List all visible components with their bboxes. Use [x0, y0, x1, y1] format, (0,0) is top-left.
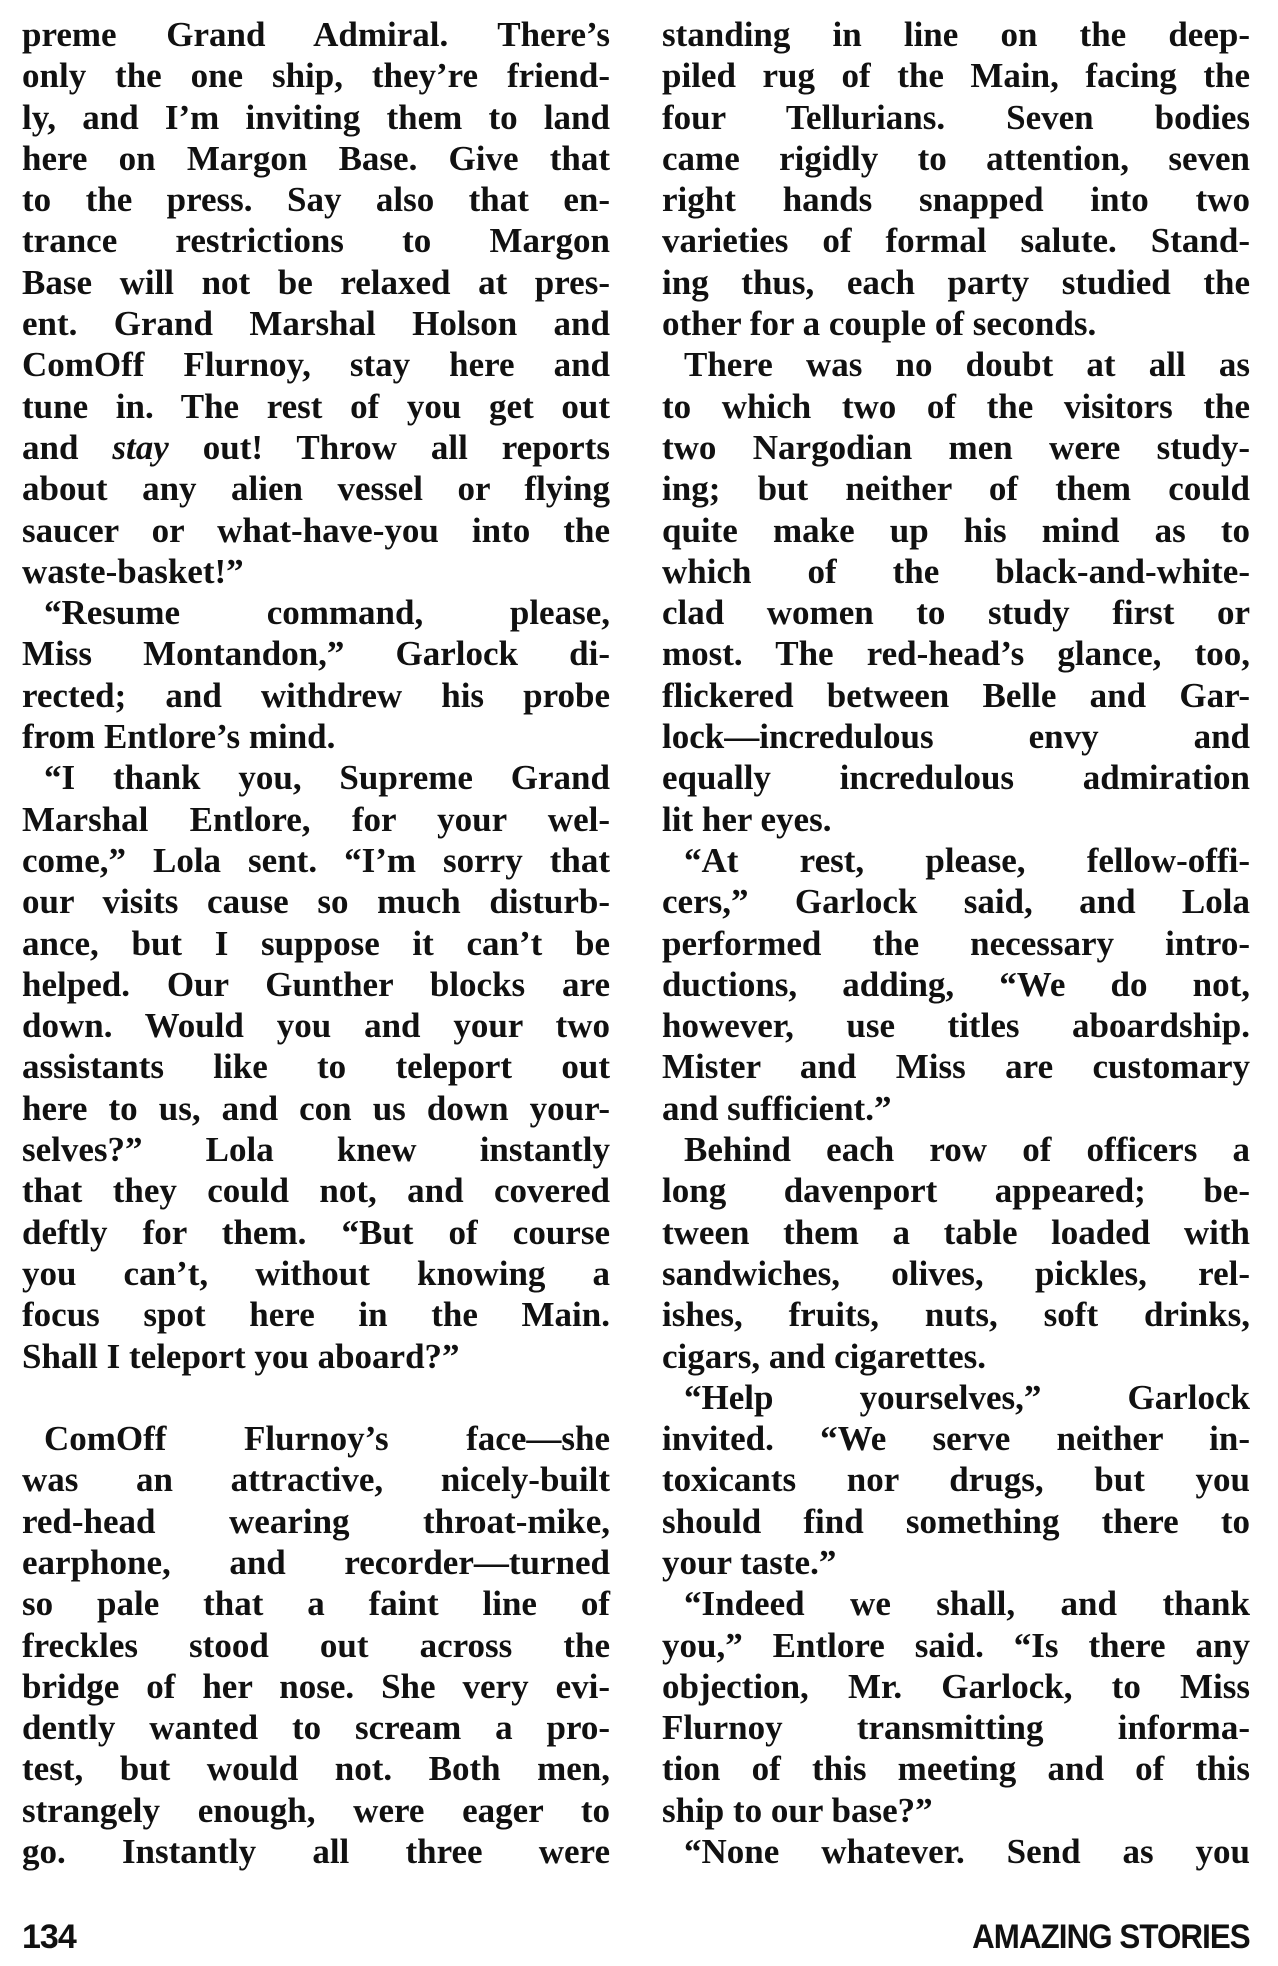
text-line: so pale that a faint line of — [22, 1584, 610, 1624]
text-line: “Help yourselves,” Garlock — [684, 1377, 1250, 1417]
text-line: selves?” Lola knew instantly — [22, 1130, 610, 1170]
text-line: deftly for them. “But of course — [22, 1212, 610, 1252]
text-line: should find something there to — [662, 1501, 1250, 1541]
text-line: come,” Lola sent. “I’m sorry that — [22, 840, 610, 880]
text-line: came rigidly to attention, seven — [662, 138, 1250, 178]
text-line: and sufficient.” — [662, 1088, 892, 1128]
text-line: ent. Grand Marshal Holson and — [22, 304, 610, 344]
text-line: preme Grand Admiral. There’s — [22, 15, 610, 54]
text-line: tion of this meeting and of this — [662, 1749, 1250, 1789]
text-line: clad women to study first or — [662, 593, 1250, 633]
text-line: performed the necessary intro- — [662, 923, 1250, 963]
text-line: about any alien vessel or flying — [22, 469, 610, 509]
text-line: sandwiches, olives, pickles, rel- — [662, 1253, 1250, 1293]
text-line: invited. “We serve neither in- — [662, 1419, 1250, 1459]
text-line: ing; but neither of them could — [662, 469, 1250, 509]
text-line: was an attractive, nicely-built — [22, 1460, 610, 1500]
text-line: saucer or what-have-you into the — [22, 510, 610, 550]
text-line: which of the black-and-white- — [662, 551, 1250, 591]
text-line: go. Instantly all three were — [22, 1832, 610, 1872]
text-line: ComOff Flurnoy, stay here and — [22, 345, 610, 385]
text-line: our visits cause so much disturb- — [22, 882, 610, 922]
text-line: other for a couple of seconds. — [662, 304, 1097, 344]
text-line: quite make up his mind as to — [662, 510, 1250, 550]
text-line: helped. Our Gunther blocks are — [22, 964, 610, 1004]
text-line: standing in line on the deep- — [662, 15, 1250, 54]
text-line: tween them a table loaded with — [662, 1212, 1250, 1252]
page-number: 134 — [22, 1918, 76, 1956]
text-line: “At rest, please, fellow-offi- — [684, 840, 1250, 880]
text-line: ship to our base?” — [662, 1790, 933, 1830]
text-line: Flurnoy transmitting informa- — [662, 1708, 1250, 1748]
text-line: strangely enough, were eager to — [22, 1790, 610, 1830]
text-line: down. Would you and your two — [22, 1006, 610, 1046]
text-line: to which two of the visitors the — [662, 386, 1250, 426]
text-line: Shall I teleport you aboard?” — [22, 1336, 460, 1376]
text-line: “None whatever. Send as you — [684, 1832, 1250, 1872]
text-line: only the one ship, they’re friend- — [22, 56, 610, 96]
text-line: ComOff Flurnoy’s face—she — [44, 1419, 610, 1459]
text-line: ishes, fruits, nuts, soft drinks, — [662, 1295, 1250, 1335]
text-line: cers,” Garlock said, and Lola — [662, 882, 1250, 922]
text-line: you can’t, without knowing a — [22, 1253, 610, 1293]
text-line: Marshal Entlore, for your wel- — [22, 799, 610, 839]
text-line: red-head wearing throat-mike, — [22, 1501, 610, 1541]
text-segment: and — [22, 427, 113, 467]
text-line: Mister and Miss are customary — [662, 1047, 1250, 1087]
text-line: Miss Montandon,” Garlock di- — [22, 634, 610, 674]
text-line: four Tellurians. Seven bodies — [662, 97, 1250, 137]
text-line: trance restrictions to Margon — [22, 221, 610, 261]
text-line: rected; and withdrew his probe — [22, 675, 610, 715]
text-line: earphone, and recorder—turned — [22, 1542, 610, 1582]
text-line: cigars, and cigarettes. — [662, 1336, 987, 1376]
text-line: piled rug of the Main, facing the — [662, 56, 1250, 96]
text-line — [22, 1377, 610, 1418]
text-line: lock—incredulous envy and — [662, 717, 1250, 757]
text-line: you,” Entlore said. “Is there any — [662, 1625, 1250, 1665]
text-line: however, use titles aboardship. — [662, 1006, 1250, 1046]
text-line: your taste.” — [662, 1542, 837, 1582]
text-line: right hands snapped into two — [662, 180, 1250, 220]
text-line: waste-basket!” — [22, 551, 244, 591]
text-line: equally incredulous admiration — [662, 758, 1250, 798]
text-line: ance, but I suppose it can’t be — [22, 923, 610, 963]
right-column — [662, 14, 1250, 1872]
text-line: Base will not be relaxed at pres- — [22, 262, 610, 302]
text-line: long davenport appeared; be- — [662, 1171, 1250, 1211]
text-line: Behind each row of officers a — [684, 1130, 1250, 1170]
text-line: ly, and I’m inviting them to land — [22, 97, 610, 137]
text-line: “Resume command, please, — [44, 593, 610, 633]
text-line: test, but would not. Both men, — [22, 1749, 610, 1789]
text-line: two Nargodian men were study- — [662, 427, 1250, 467]
text-line: that they could not, and covered — [22, 1171, 610, 1211]
text-line: ing thus, each party studied the — [662, 262, 1250, 302]
running-title: AMAZING STORIES — [972, 1918, 1250, 1956]
text-line: here on Margon Base. Give that — [22, 138, 610, 178]
text-line: most. The red-head’s glance, too, — [662, 634, 1250, 674]
text-line: varieties of formal salute. Stand- — [662, 221, 1250, 261]
text-line: focus spot here in the Main. — [22, 1295, 610, 1335]
text-line: “I thank you, Supreme Grand — [44, 758, 610, 798]
text-line: ductions, adding, “We do not, — [662, 964, 1250, 1004]
text-line — [22, 427, 610, 468]
text-line: toxicants nor drugs, but you — [662, 1460, 1250, 1500]
text-line: freckles stood out across the — [22, 1625, 610, 1665]
text-segment: out! Throw all reports — [168, 427, 610, 467]
text-line: to the press. Say also that en- — [22, 180, 610, 220]
text-line: flickered between Belle and Gar- — [662, 675, 1250, 715]
text-line: bridge of her nose. She very evi- — [22, 1666, 610, 1706]
text-line: from Entlore’s mind. — [22, 717, 336, 757]
text-line: dently wanted to scream a pro- — [22, 1708, 610, 1748]
text-line: here to us, and con us down your- — [22, 1088, 610, 1128]
left-column — [22, 14, 610, 1872]
text-line: objection, Mr. Garlock, to Miss — [662, 1666, 1250, 1706]
italic-word: stay — [112, 427, 169, 467]
text-line: tune in. The rest of you get out — [22, 386, 610, 426]
text-line: “Indeed we shall, and thank — [684, 1584, 1250, 1624]
text-line: assistants like to teleport out — [22, 1047, 610, 1087]
text-line: lit her eyes. — [662, 799, 832, 839]
text-line: There was no doubt at all as — [684, 345, 1250, 385]
